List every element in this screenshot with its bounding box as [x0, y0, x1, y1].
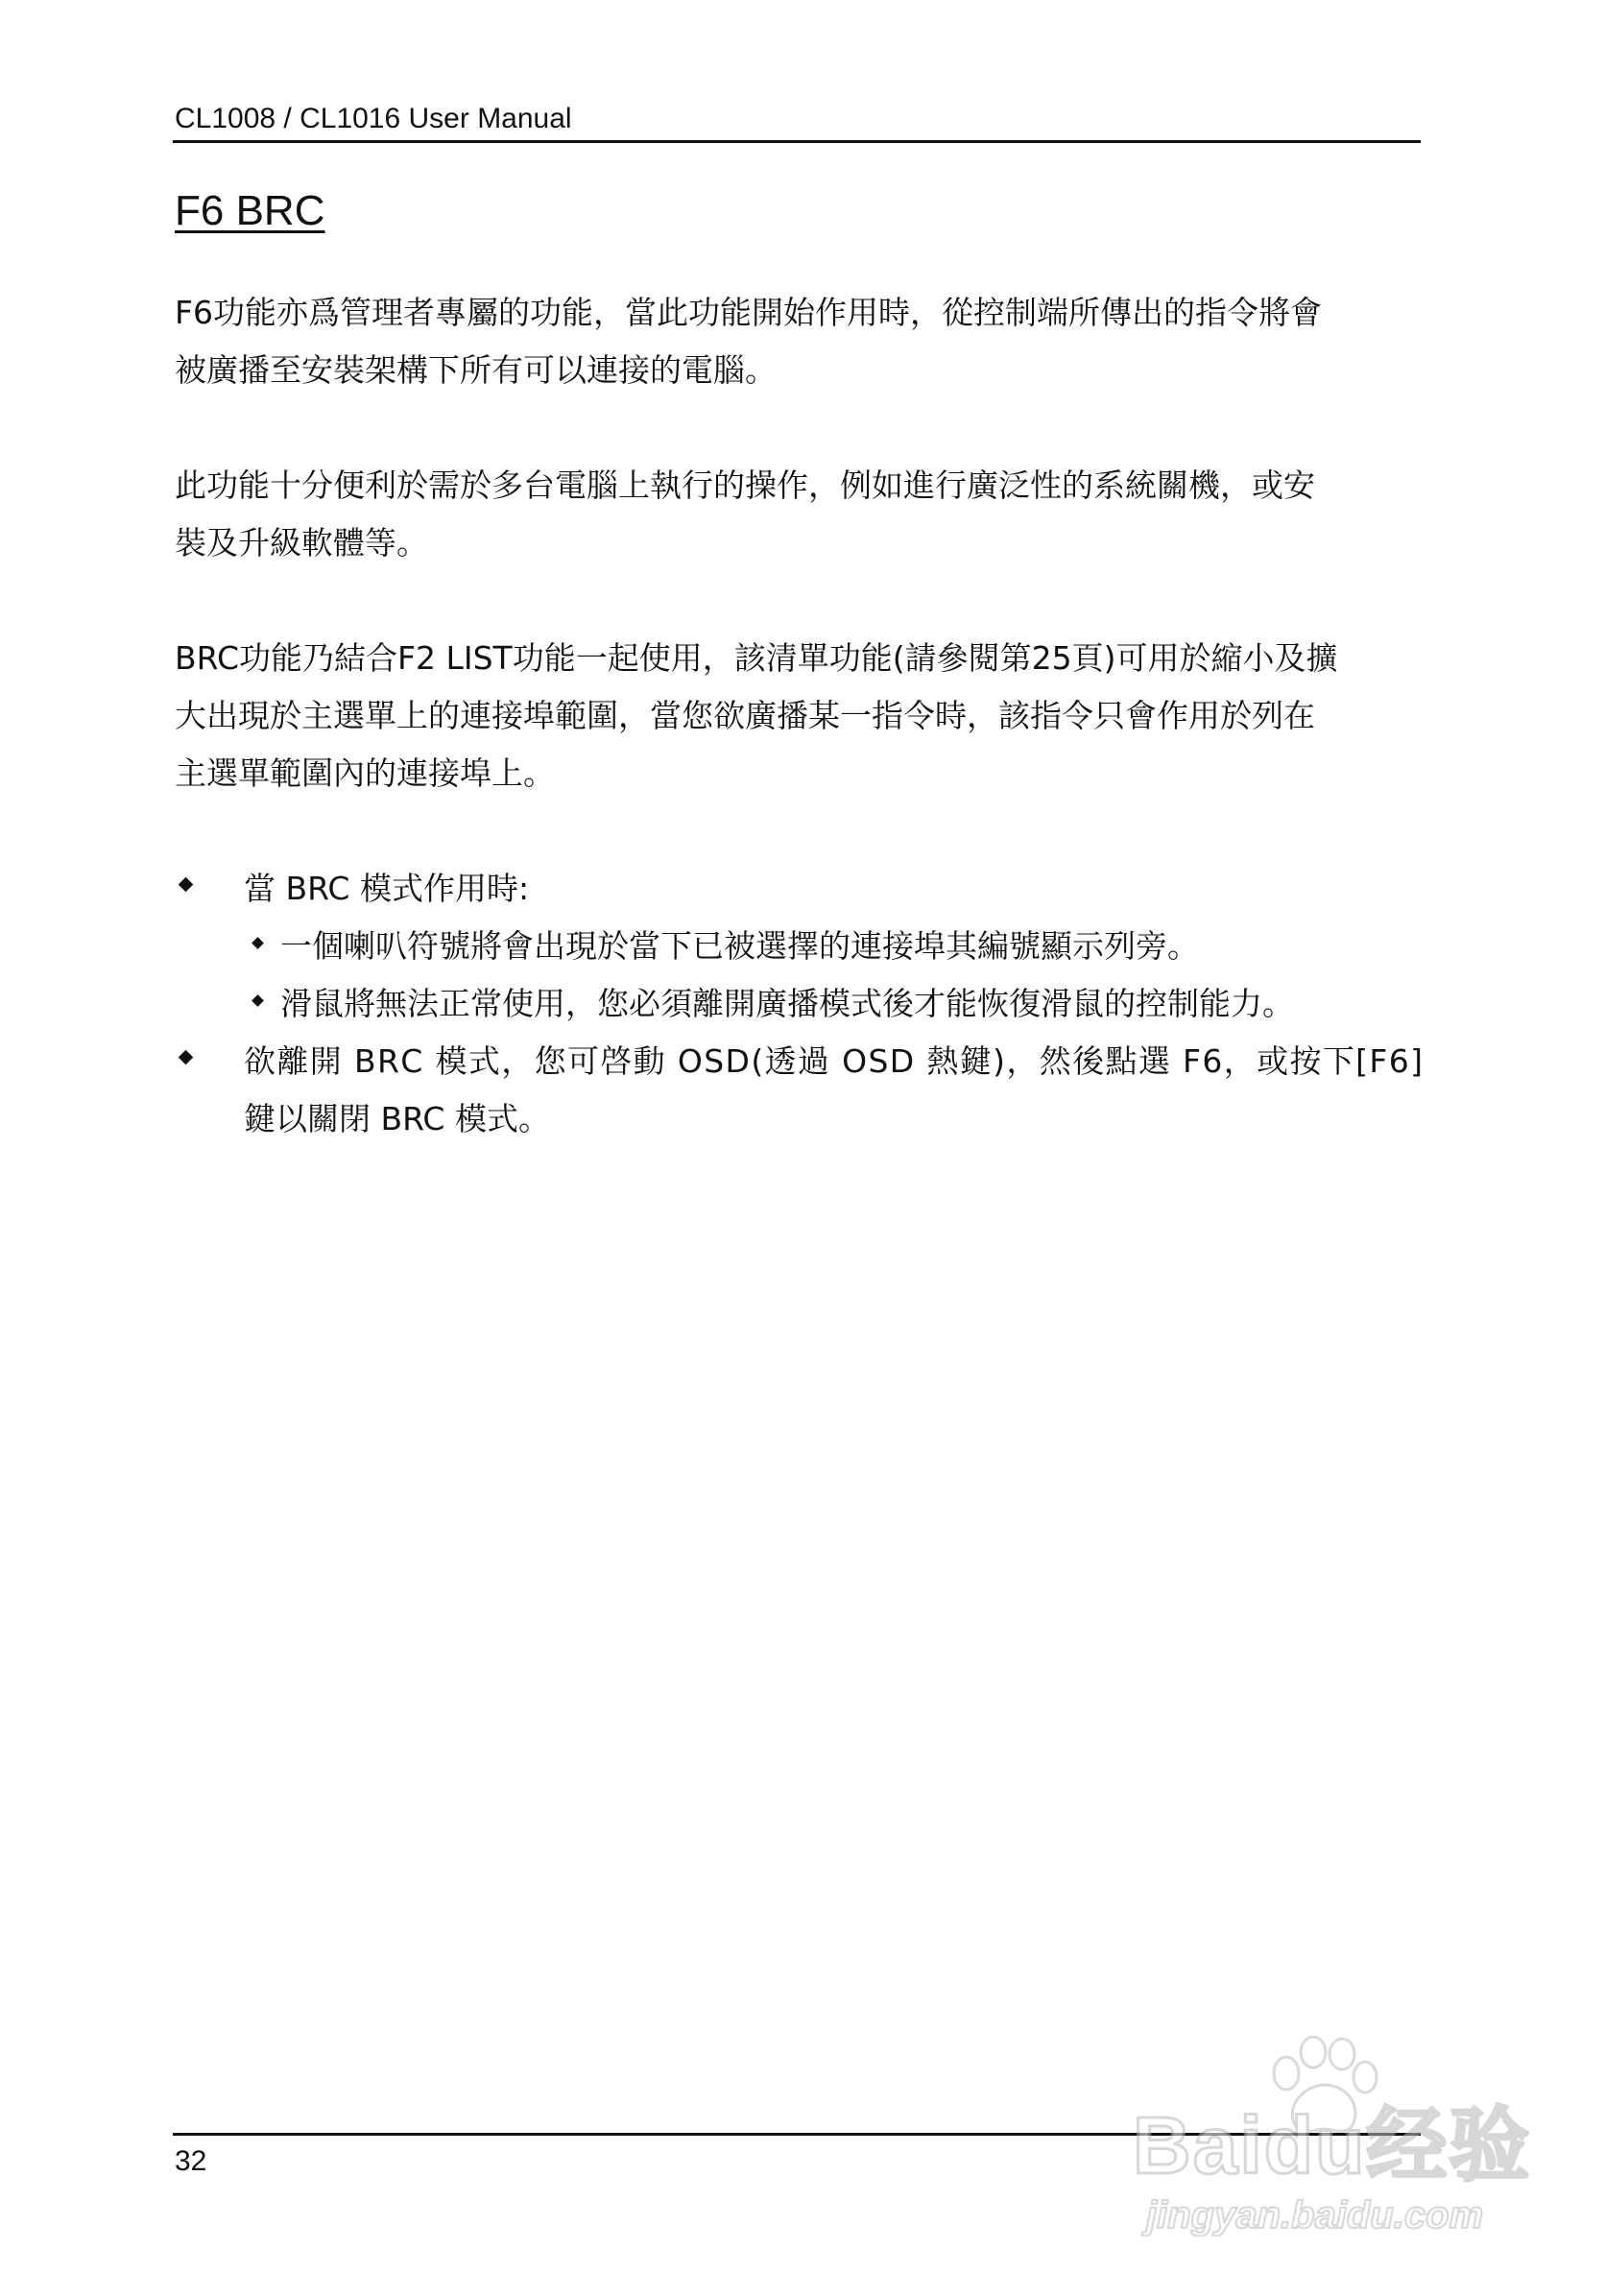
paragraph-1: [175, 284, 1423, 399]
paragraph-3-line-3: 主選單範圍內的連接埠上。: [175, 754, 555, 792]
paragraph-2-line-2: 裝及升級軟體等。: [175, 524, 428, 562]
bullet-item: [175, 860, 1423, 1033]
running-header: CL1008 / CL1016 User Manual: [175, 103, 572, 134]
diamond-bullet-icon: [179, 877, 194, 893]
paragraph-1-line-1: F6功能亦爲管理者專屬的功能，當此功能開始作用時，從控制端所傳出的指令將會: [175, 294, 1322, 331]
sub-bullet-list: [244, 918, 1423, 1033]
watermark-brand-text: Baidu经验: [1133, 2100, 1532, 2190]
bullet-text-line-2: 鍵以關閉 BRC 模式。: [244, 1100, 550, 1137]
diamond-sub-bullet-icon: [252, 937, 264, 949]
sub-bullet-item: [244, 918, 1423, 975]
bullet-text: 當 BRC 模式作用時:: [244, 870, 530, 907]
diamond-sub-bullet-icon: [252, 994, 264, 1007]
sub-bullet-item: [244, 975, 1423, 1033]
diamond-bullet-icon: [179, 1050, 194, 1065]
sub-bullet-text: 一個喇叭符號將會出現於當下已被選擇的連接埠其編號顯示列旁。: [280, 927, 1199, 965]
paragraph-3-line-2: 大出現於主選單上的連接埠範圍，當您欲廣播某一指令時，該指令只會作用於列在: [175, 697, 1315, 734]
page-number: 32: [175, 2145, 207, 2177]
bullet-text-line-1: 欲 離 開 B R C 模 式 ， 您 可 啓 動 O S D ( 透 過 O S D 熱 鍵 ) ， 然 後 點 選 F 6 ， 或 按 下 [ F 6 ]: [244, 1042, 1423, 1080]
paragraph-1-line-2: 被廣播至安裝架構下所有可以連接的電腦。: [175, 351, 777, 389]
paragraph-2-line-1: 此功能十分便利於需於多台電腦上執行的操作，例如進行廣泛性的系統關機，或安: [175, 466, 1315, 504]
section-title: F6 BRC: [175, 187, 325, 234]
sub-bullet-text: 滑鼠將無法正常使用，您必須離開廣播模式後才能恢復滑鼠的控制能力。: [280, 985, 1294, 1022]
bullet-item: [175, 1033, 1423, 1148]
header-rule: [173, 140, 1421, 143]
bullet-list: [175, 860, 1423, 1148]
watermark-url-text: jingyan.baidu.com: [1146, 2194, 1484, 2236]
paragraph-3-line-1: BRC功能乃結合F2 LIST功能一起使用，該清單功能(請參閱第25頁)可用於縮小及擴: [175, 639, 1338, 677]
paragraph-2: [175, 457, 1423, 572]
baidu-watermark: [1133, 2035, 1532, 2236]
paragraph-3: [175, 630, 1423, 802]
